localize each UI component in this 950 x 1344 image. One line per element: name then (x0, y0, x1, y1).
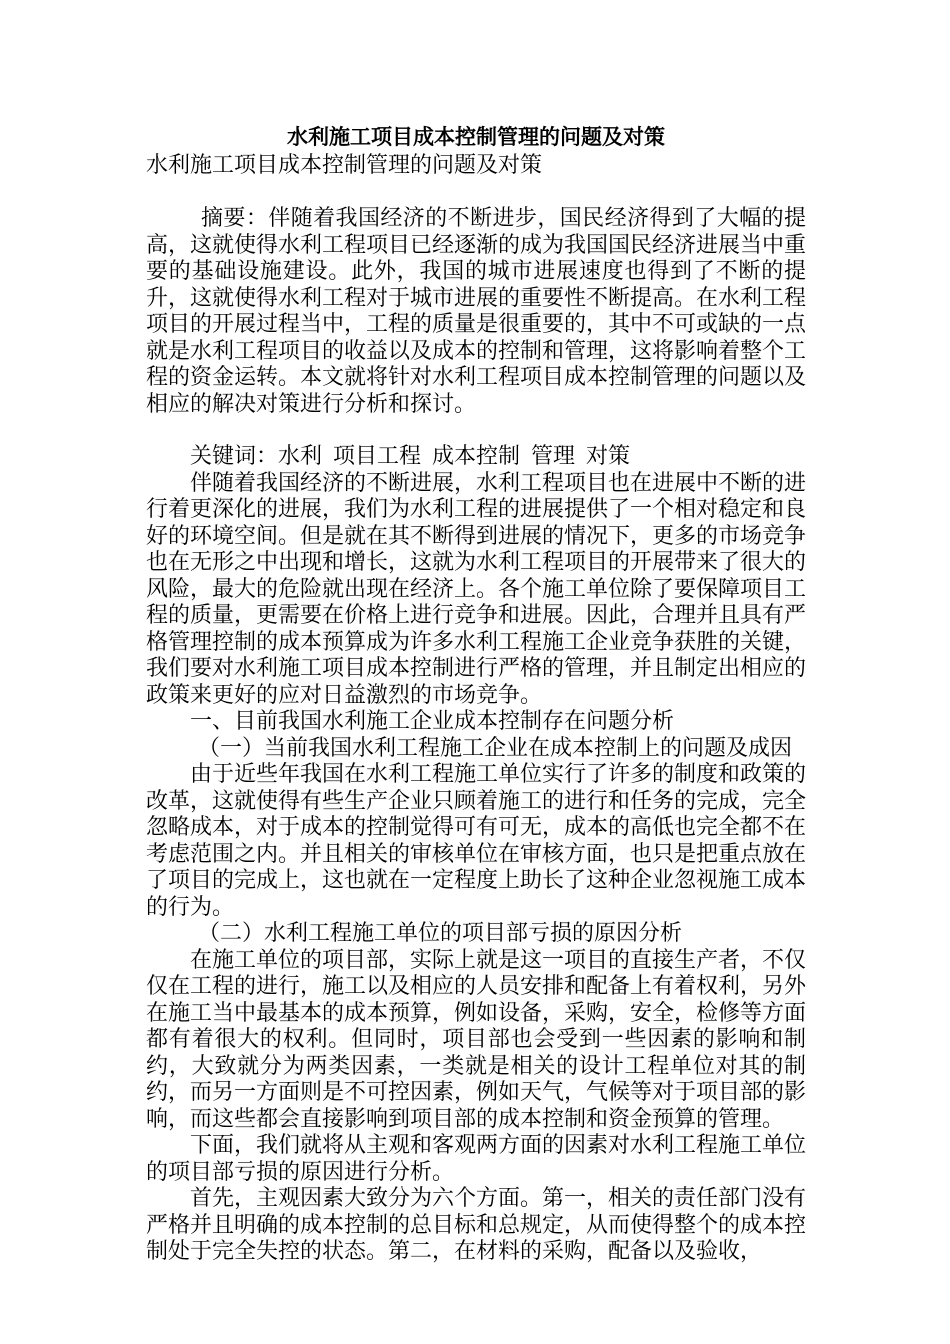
transition-paragraph: 下面，我们就将从主观和客观两方面的因素对水利工程施工单位的项目部亏损的原因进行分析。 (146, 1133, 807, 1185)
intro-paragraph: 伴随着我国经济的不断进展，水利工程项目也在进展中不断的进行着更深化的进展，我们为水利工程的进展提供了一个相对稳定和良好的环境空间。但是就在其不断得到进展的情况下，更多的市场竞争也在无形之中出现和增长，这就为水利工程项目的开展带来了很大的风险，最大的危险就出现在经济上。各个施工单位除了要保障项目工程的质量，更需要在价格上进行竞争和进展。因此，合理并且具有严格管理控制的成本预算成为许多水利工程施工企业竞争获胜的关键，我们要对水利施工项目成本控制进行严格的管理，并且制定出相应的政策来更好的应对日益激烈的市场竞争。 (146, 470, 807, 708)
document-title: 水利施工项目成本控制管理的问题及对策 (287, 124, 665, 149)
section-heading: 一、目前我国水利施工企业成本控制存在问题分析 (190, 709, 675, 734)
document-subtitle: 水利施工项目成本控制管理的问题及对策 (146, 153, 543, 178)
subsection-heading-2: （二）水利工程施工单位的项目部亏损的原因分析 (198, 921, 683, 946)
keywords-line: 关键词：水利 项目工程 成本控制 管理 对策 (190, 444, 630, 469)
subsection-heading-1: （一）当前我国水利工程施工企业在成本控制上的问题及成因 (198, 735, 793, 761)
subjective-factors-paragraph: 首先，主观因素大致分为六个方面。第一，相关的责任部门没有严格并且明确的成本控制的总目标和总规定，从而使得整个的成本控制处于完全失控的状态。第二，在材料的采购，配备以及验收， (146, 1186, 807, 1264)
document-body (146, 122, 806, 1266)
abstract-paragraph: 摘要：伴随着我国经济的不断进步，国民经济得到了大幅的提高，这就使得水利工程项目已经逐渐的成为我国国民经济进展当中重要的基础设施建设。此外，我国的城市进展速度也得到了不断的提升，这就使得水利工程对于城市进展的重要性不断提高。在水利工程项目的开展过程当中，工程的质量是很重要的，其中不可或缺的一点就是水利工程项目的收益以及成本的控制和管理，这将影响着整个工程的资金运转。本文就将针对水利工程项目成本控制管理的问题以及相应的解决对策进行分析和探讨。 (146, 206, 807, 417)
subsection-1-paragraph: 由于近些年我国在水利工程施工单位实行了许多的制度和政策的改革，这就使得有些生产企业只顾着施工的进行和任务的完成，完全忽略成本，对于成本的控制觉得可有可无，成本的高低也完全都不在考虑范围之内。并且相关的审核单位在审核方面，也只是把重点放在了项目的完成上，这也就在一定程度上助长了这种企业忽视施工成本的行为。 (146, 762, 807, 920)
subsection-2-paragraph: 在施工单位的项目部，实际上就是这一项目的直接生产者，不仅仅在工程的进行，施工以及相应的人员安排和配备上有着权利，另外在施工当中最基本的成本预算，例如设备，采购，安全，检修等方面都有着很大的权利。但同时，项目部也会受到一些因素的影响和制约，大致就分为两类因素，一类就是相关的设计工程单位对其的制约，而另一方面则是不可控因素，例如天气，气候等对于项目部的影响，而这些都会直接影响到项目部的成本控制和资金预算的管理。 (146, 947, 807, 1132)
